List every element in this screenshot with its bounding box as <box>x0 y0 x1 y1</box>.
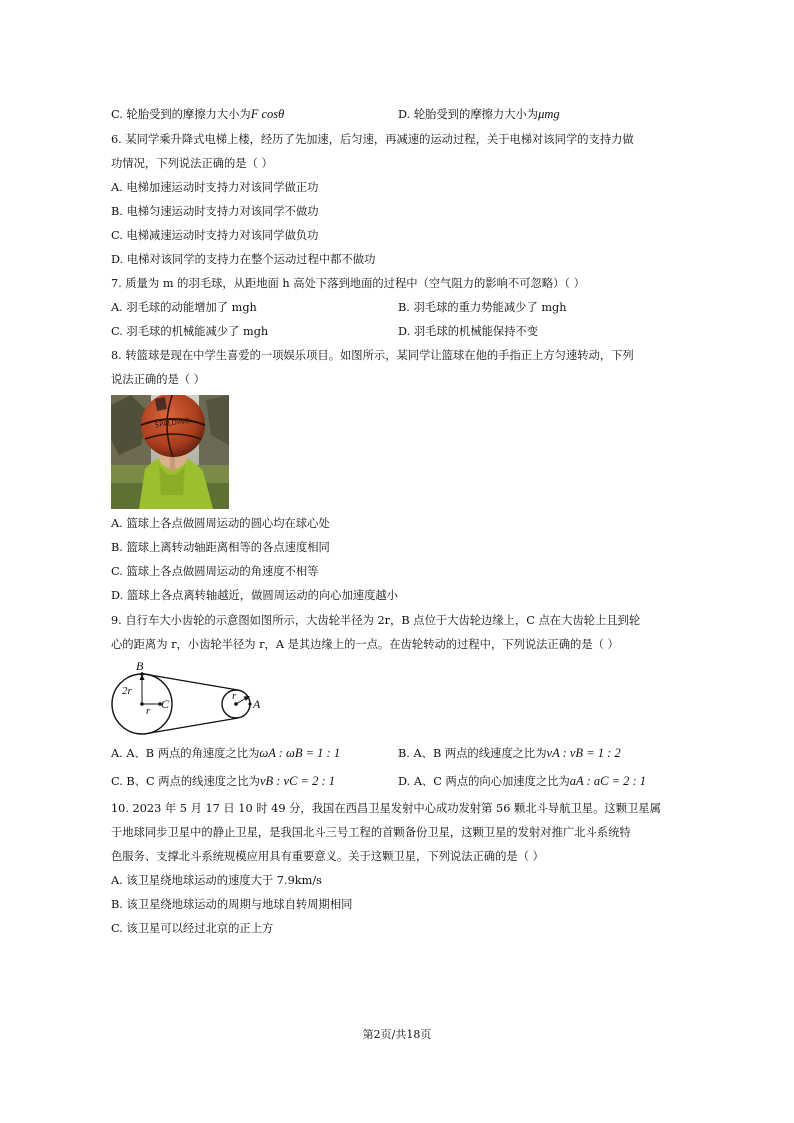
basketball-spinning-photo <box>111 395 229 509</box>
q9-option-d <box>398 774 646 789</box>
chain-top <box>144 674 238 690</box>
q9-option-c-text: C. B、C 两点的线速度之比为 <box>111 775 260 788</box>
q10-option-c: C. 该卫星可以经过北京的正上方 <box>111 922 274 935</box>
q9-option-d-formula: aA : aC = 2 : 1 <box>569 774 647 788</box>
q9-option-b-formula: vA : vB = 1 : 2 <box>546 746 621 760</box>
q9-option-a <box>111 746 340 761</box>
q6-option-b: B. 电梯匀速运动时支持力对该同学不做功 <box>111 205 319 218</box>
q9-option-d-text: D. A、C 两点的向心加速度之比为 <box>398 775 570 788</box>
label-b: B <box>136 659 144 673</box>
q7-option-c: C. 羽毛球的机械能减少了 mgh <box>111 325 269 338</box>
q9-option-b <box>398 746 621 761</box>
q7-option-d: D. 羽毛球的机械能保持不变 <box>398 325 539 338</box>
q7-option-a: A. 羽毛球的动能增加了 mgh <box>111 301 257 314</box>
q9-stem-line1: 9. 自行车大小齿轮的示意图如图所示，大齿轮半径为 2r，B 点位于大齿轮边缘上，C 点在大齿轮上且到轮 <box>111 614 641 627</box>
q8-stem-line1: 8. 转篮球是现在中学生喜爱的一项娱乐项目。如图所示，某同学让篮球在他的手指正上方匀速转动，下列 <box>111 349 634 362</box>
label-2r: 2r <box>122 685 132 697</box>
q6-option-c: C. 电梯减速运动时支持力对该同学做负功 <box>111 229 319 242</box>
q10-option-a: A. 该卫星绕地球运动的速度大于 7.9km/s <box>111 874 322 887</box>
q5-option-d-text: D. 轮胎受到的摩擦力大小为 <box>398 108 539 121</box>
page-footer: 第2页/共18页 <box>362 1028 432 1041</box>
q10-stem-line2: 于地球同步卫星中的静止卫星，是我国北斗三号工程的首颗备份卫星，这颗卫星的发射对推广北斗系统特 <box>111 826 631 839</box>
q5-option-d-formula: μmg <box>538 107 560 121</box>
q5-option-c-formula: F cosθ <box>250 107 285 121</box>
basketball-brand-text: SPALDING <box>154 416 191 430</box>
q10-stem-line3: 色服务、支撑北斗系统规模应用具有重要意义。关于这颗卫星，下列说法正确的是（ ） <box>111 850 544 863</box>
label-r-small: r <box>232 690 237 702</box>
q9-option-b-text: B. A、B 两点的线速度之比为 <box>398 747 547 760</box>
gear-diagram <box>108 659 268 739</box>
q5-option-c-text: C. 轮胎受到的摩擦力大小为 <box>111 108 251 121</box>
q10-stem-line1: 10. 2023 年 5 月 17 日 10 时 49 分，我国在西昌卫星发射中心成功发射第 56 颗北斗导航卫星。这颗卫星属 <box>111 802 661 815</box>
q5-option-c <box>111 107 284 122</box>
q8-option-c: C. 篮球上各点做圆周运动的角速度不相等 <box>111 565 319 578</box>
q7-stem: 7. 质量为 m 的羽毛球，从距地面 h 高处下落到地面的过程中（空气阻力的影响不可忽略）（ ） <box>111 277 585 290</box>
q6-option-a: A. 电梯加速运动时支持力对该同学做正功 <box>111 181 319 194</box>
q8-stem-line2: 说法正确的是（ ） <box>111 373 205 386</box>
q9-option-c <box>111 774 335 789</box>
label-a: A <box>253 697 261 711</box>
point-a <box>248 702 251 705</box>
q6-stem-line1: 6. 某同学乘升降式电梯上楼，经历了先加速，后匀速，再减速的运动过程，关于电梯对该同学的支持力做 <box>111 133 634 146</box>
q6-stem-line2: 功情况，下列说法正确的是（ ） <box>111 157 273 170</box>
q10-option-b: B. 该卫星绕地球运动的周期与地球自转周期相同 <box>111 898 353 911</box>
q7-option-b: B. 羽毛球的重力势能减少了 mgh <box>398 301 567 314</box>
q8-option-d: D. 篮球上各点离转轴越近，做圆周运动的向心加速度越小 <box>111 589 398 602</box>
q8-option-b: B. 篮球上离转动轴距离相等的各点速度相同 <box>111 541 330 554</box>
q9-stem-line2: 心的距离为 r，小齿轮半径为 r，A 是其边缘上的一点。在齿轮转动的过程中，下列说法正确的是（ ） <box>111 638 619 651</box>
q8-option-a: A. 篮球上各点做圆周运动的圆心均在球心处 <box>111 517 330 530</box>
q9-option-a-formula: ωA : ωB = 1 : 1 <box>259 746 341 760</box>
label-r-big: r <box>146 705 151 717</box>
q9-option-c-formula: vB : vC = 2 : 1 <box>259 774 336 788</box>
q6-option-d: D. 电梯对该同学的支持力在整个运动过程中都不做功 <box>111 253 376 266</box>
q5-option-d <box>398 107 560 122</box>
q9-option-a-text: A. A、B 两点的角速度之比为 <box>111 747 260 760</box>
label-c: C <box>161 697 170 711</box>
chain-bottom <box>144 718 238 734</box>
